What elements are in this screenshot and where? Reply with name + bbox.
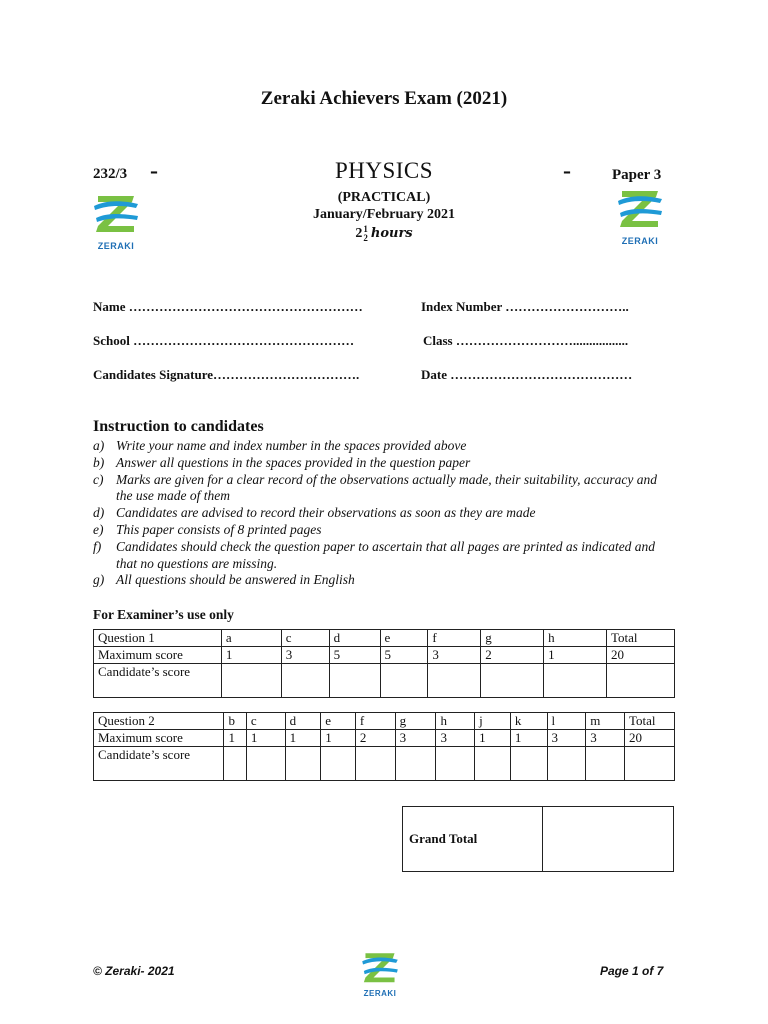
table-cell: k bbox=[510, 713, 547, 730]
name-field[interactable]: Name ……………………………………………… bbox=[93, 299, 363, 314]
question2-score-table bbox=[93, 712, 675, 781]
instruction-marker: e) bbox=[93, 521, 104, 537]
score-input-cell[interactable] bbox=[380, 664, 428, 698]
table-cell: Total bbox=[607, 630, 675, 647]
score-input-cell[interactable] bbox=[547, 747, 586, 781]
instruction-marker: a) bbox=[93, 438, 105, 453]
instruction-item bbox=[93, 438, 673, 455]
score-input-cell[interactable] bbox=[436, 747, 475, 781]
table-cell: 3 bbox=[281, 647, 329, 664]
table-cell: h bbox=[436, 713, 475, 730]
separator-dash-left: - bbox=[150, 158, 158, 184]
table-cell: Maximum score bbox=[94, 647, 222, 664]
table-cell: h bbox=[544, 630, 607, 647]
table-cell: Question 2 bbox=[94, 713, 224, 730]
exam-date: January/February 2021 bbox=[313, 207, 455, 222]
table-cell: c bbox=[281, 630, 329, 647]
practical-label: (PRACTICAL) bbox=[337, 190, 431, 205]
table-cell: 20 bbox=[607, 647, 675, 664]
table-cell: a bbox=[221, 630, 281, 647]
table-cell: d bbox=[329, 630, 380, 647]
logo-text-right: ZERAKI bbox=[621, 236, 659, 246]
duration-denominator: 2 bbox=[363, 233, 368, 243]
instruction-text: Write your name and index number in the spaces provided above bbox=[116, 438, 467, 453]
duration-fraction bbox=[363, 225, 368, 243]
score-input-cell[interactable] bbox=[624, 747, 674, 781]
table-cell: 3 bbox=[428, 647, 481, 664]
table-cell: 1 bbox=[285, 730, 321, 747]
table-cell: 1 bbox=[221, 647, 281, 664]
table-cell: g bbox=[481, 630, 544, 647]
table-cell: 3 bbox=[395, 730, 436, 747]
date-field[interactable]: Date …………………………………… bbox=[421, 367, 633, 382]
duration-whole: 2 bbox=[355, 226, 363, 242]
table-cell: Question 1 bbox=[94, 630, 222, 647]
instruction-item bbox=[93, 539, 673, 573]
instruction-marker: b) bbox=[93, 454, 105, 470]
instruction-item bbox=[93, 505, 673, 522]
score-input-cell[interactable] bbox=[475, 747, 511, 781]
instruction-marker: g) bbox=[93, 572, 105, 588]
footer-logo-text: ZERAKI bbox=[363, 989, 397, 998]
table-cell: e bbox=[380, 630, 428, 647]
zeraki-logo-left bbox=[92, 192, 140, 251]
table-cell: 1 bbox=[510, 730, 547, 747]
table-cell: 5 bbox=[380, 647, 428, 664]
table-cell: g bbox=[395, 713, 436, 730]
instruction-text: Candidates should check the question paper to ascertain that all pages are printed as indicated and that no questions are missing. bbox=[116, 538, 656, 571]
instruction-marker: f) bbox=[93, 538, 102, 554]
instructions-list bbox=[93, 438, 673, 589]
table-row bbox=[94, 730, 675, 747]
score-input-cell[interactable] bbox=[221, 664, 281, 698]
score-input-cell[interactable] bbox=[428, 664, 481, 698]
grand-total-table bbox=[402, 806, 674, 872]
table-cell: 5 bbox=[329, 647, 380, 664]
grand-total-input-cell[interactable] bbox=[542, 807, 673, 872]
examiner-label: For Examiner’s use only bbox=[93, 607, 234, 622]
separator-dash-right: - bbox=[563, 158, 571, 184]
table-cell: b bbox=[224, 713, 246, 730]
score-input-cell[interactable] bbox=[395, 747, 436, 781]
score-input-cell[interactable] bbox=[281, 664, 329, 698]
table-cell: Candidate’s score bbox=[94, 664, 222, 698]
score-input-cell[interactable] bbox=[285, 747, 321, 781]
table-cell: m bbox=[586, 713, 625, 730]
score-input-cell[interactable] bbox=[224, 747, 246, 781]
table-cell: e bbox=[321, 713, 356, 730]
class-field[interactable]: Class ………………………................. bbox=[423, 333, 629, 348]
score-input-cell[interactable] bbox=[329, 664, 380, 698]
table-row bbox=[94, 713, 675, 730]
instruction-item bbox=[93, 472, 673, 506]
table-cell: l bbox=[547, 713, 586, 730]
duration-unit: hours bbox=[370, 226, 413, 242]
table-row bbox=[94, 664, 675, 698]
logo-text-left: ZERAKI bbox=[97, 241, 135, 251]
instructions-title: Instruction to candidates bbox=[93, 418, 264, 435]
duration-numerator: 1 bbox=[363, 224, 368, 234]
score-input-cell[interactable] bbox=[246, 747, 285, 781]
instruction-marker: c) bbox=[93, 471, 104, 487]
score-input-cell[interactable] bbox=[321, 747, 356, 781]
paper-number: Paper 3 bbox=[612, 167, 662, 183]
score-input-cell[interactable] bbox=[355, 747, 395, 781]
table-cell: 1 bbox=[224, 730, 246, 747]
instruction-marker: d) bbox=[93, 505, 105, 521]
table-cell: 1 bbox=[246, 730, 285, 747]
table-cell: 1 bbox=[475, 730, 511, 747]
table-cell: 2 bbox=[481, 647, 544, 664]
table-cell: j bbox=[475, 713, 511, 730]
table-cell: Total bbox=[624, 713, 674, 730]
table-row bbox=[94, 647, 675, 664]
signature-field[interactable]: Candidates Signature……………………………. bbox=[93, 367, 360, 382]
table-cell: 20 bbox=[624, 730, 674, 747]
table-row bbox=[94, 630, 675, 647]
instruction-item bbox=[93, 572, 673, 589]
subject-title: PHYSICS bbox=[334, 158, 434, 183]
table-cell: c bbox=[246, 713, 285, 730]
score-input-cell[interactable] bbox=[544, 664, 607, 698]
table-row bbox=[94, 747, 675, 781]
instruction-item bbox=[93, 455, 673, 472]
school-field[interactable]: School …………………………………………… bbox=[93, 333, 355, 348]
table-cell: d bbox=[285, 713, 321, 730]
instruction-text: Answer all questions in the spaces provided in the question paper bbox=[116, 454, 471, 470]
question1-score-table bbox=[93, 629, 675, 698]
score-input-cell[interactable] bbox=[481, 664, 544, 698]
table-cell: 1 bbox=[544, 647, 607, 664]
table-cell: Maximum score bbox=[94, 730, 224, 747]
score-input-cell[interactable] bbox=[607, 664, 675, 698]
table-cell: 1 bbox=[321, 730, 356, 747]
table-cell: 2 bbox=[355, 730, 395, 747]
subject-code: 232/3 bbox=[93, 166, 128, 182]
exam-title: Zeraki Achievers Exam (2021) bbox=[260, 88, 508, 109]
table-cell: 3 bbox=[436, 730, 475, 747]
table-cell: Candidate’s score bbox=[94, 747, 224, 781]
table-cell: f bbox=[355, 713, 395, 730]
footer-logo bbox=[360, 950, 400, 998]
score-input-cell[interactable] bbox=[510, 747, 547, 781]
table-cell: f bbox=[428, 630, 481, 647]
table-cell: 3 bbox=[586, 730, 625, 747]
zeraki-logo-icon bbox=[616, 187, 664, 239]
zeraki-logo-icon bbox=[92, 192, 140, 244]
instruction-text: All questions should be answered in English bbox=[116, 572, 355, 588]
table-cell: 3 bbox=[547, 730, 586, 747]
footer-copyright: © Zeraki- 2021 bbox=[93, 964, 175, 978]
footer-page-number: Page 1 of 7 bbox=[600, 964, 664, 978]
grand-total-label: Grand Total bbox=[403, 807, 543, 872]
instruction-text: This paper consists of 8 printed pages bbox=[116, 521, 322, 537]
score-input-cell[interactable] bbox=[586, 747, 625, 781]
zeraki-logo-right bbox=[616, 187, 664, 246]
index-number-field[interactable]: Index Number ……………………….. bbox=[421, 299, 629, 314]
zeraki-logo-icon bbox=[360, 950, 400, 992]
instruction-item bbox=[93, 522, 673, 539]
instruction-text: Marks are given for a clear record of the observations actually made, their suitability, accuracy and the use made of them bbox=[116, 471, 658, 504]
instruction-text: Candidates are advised to record their observations as soon as they are made bbox=[116, 505, 536, 521]
table-row bbox=[403, 807, 674, 872]
